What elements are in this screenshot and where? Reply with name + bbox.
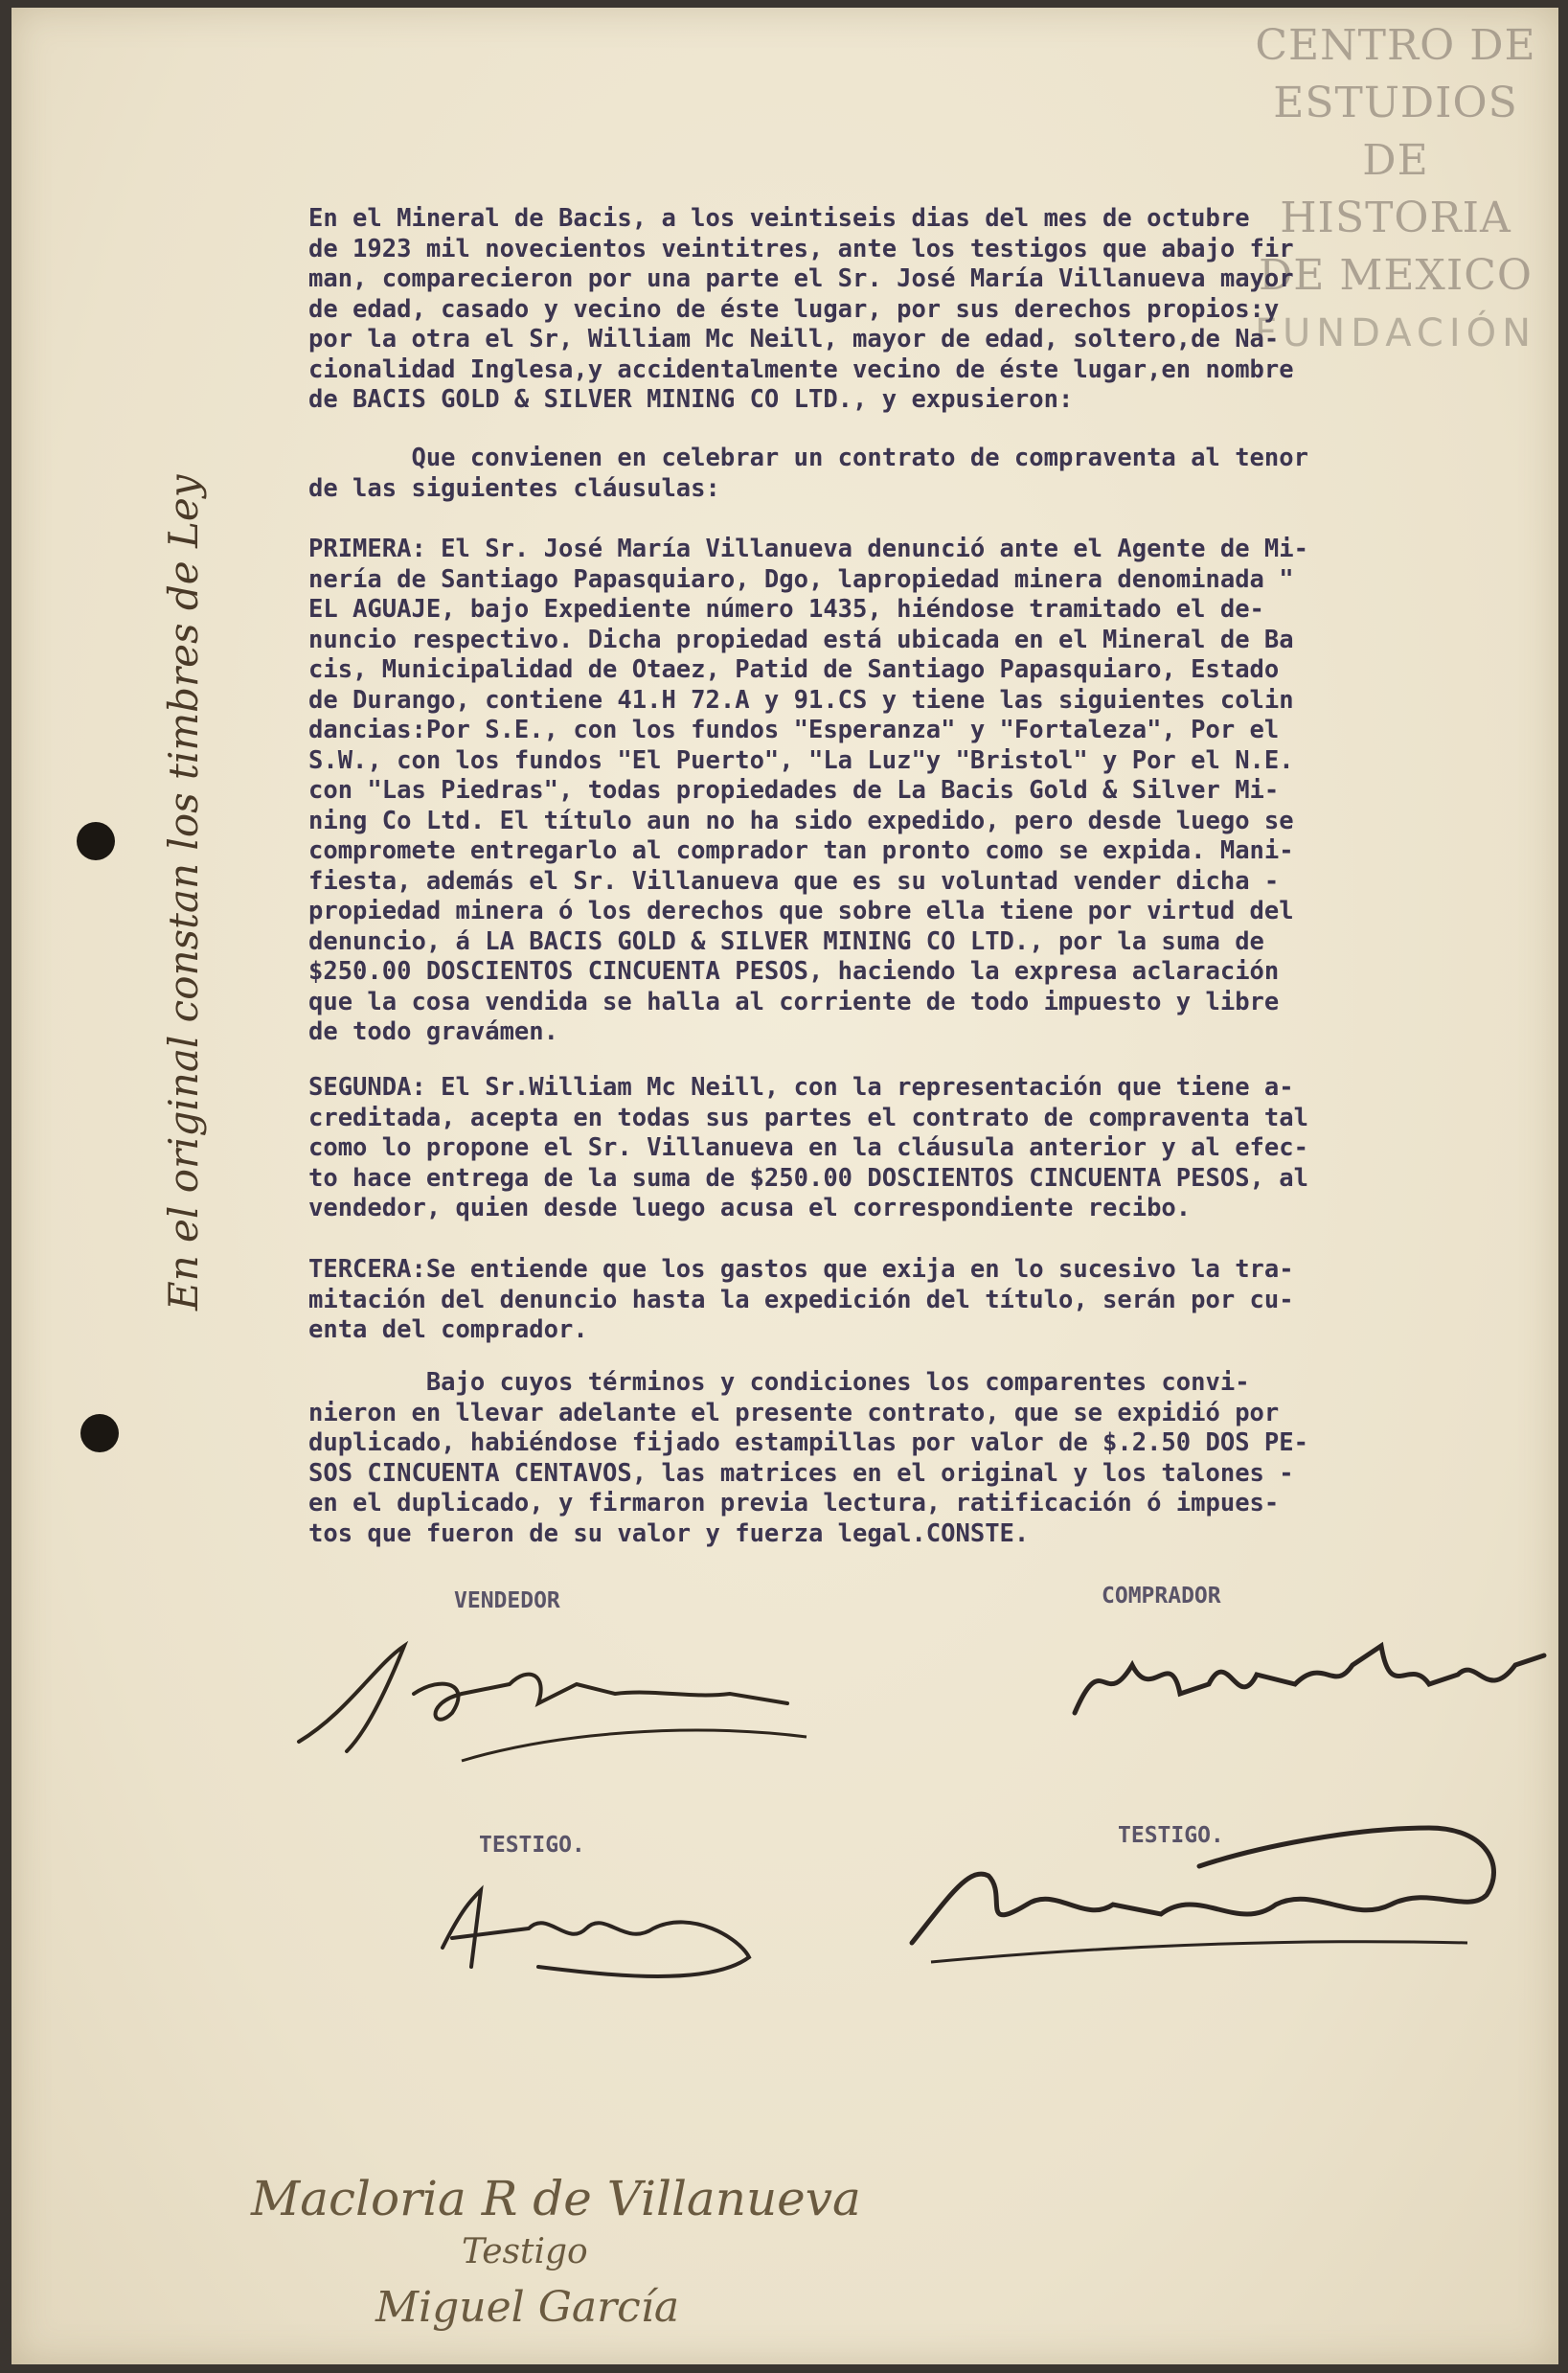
buyer-signature [1065,1627,1563,1742]
typed-line: $250.00 DOSCIENTOS CINCUENTA PESOS, haciendo la expresa aclaración [308,957,1280,986]
bottom-witness-role: Testigo [462,2232,588,2271]
typed-line: mitación del denuncio hasta la expedición del título, serán por cu- [308,1285,1294,1314]
typed-line: man, comparecieron por una parte el Sr. José María Villanueva mayor [308,264,1294,293]
typed-line: to hace entrega de la suma de $250.00 DOSCIENTOS CINCUENTA PESOS, al [308,1163,1308,1193]
typed-line: por la otra el Sr, William Mc Neill, mayor de edad, soltero,de Na- [308,325,1280,354]
punch-hole [80,1414,119,1452]
typed-line: de BACIS GOLD & SILVER MINING CO LTD., y expusieron: [308,385,1074,414]
typed-line: fiesta, además el Sr. Villanueva que es su voluntad vender dicha - [308,866,1280,896]
typed-line: como lo propone el Sr. Villanueva en la cláusula anterior y al efec- [308,1133,1308,1162]
typed-line: nería de Santiago Papasquiaro, Dgo, lapropiedad minera denominada " [308,564,1294,594]
typed-line: denuncio, á LA BACIS GOLD & SILVER MINING CO LTD., por la suma de [308,926,1264,956]
typed-line: de todo gravámen. [308,1017,558,1046]
typed-line: Bajo cuyos términos y condiciones los comparentes convi- [308,1368,1250,1397]
typed-line: compromete entregarlo al comprador tan pronto como se expida. Mani- [308,836,1294,865]
agreement-paragraph [308,444,1308,504]
watermark-line: ESTUDIOS [1273,79,1518,127]
typed-line: que la cosa vendida se halla al corriente de todo impuesto y libre [308,987,1280,1016]
vendedor-label: VENDEDOR [454,1588,560,1613]
watermark-line: FUNDACIÓN [1254,311,1537,355]
typed-line: de edad, casado y vecino de éste lugar, por sus derechos propios:y [308,294,1280,324]
typed-line: EL AGUAJE, bajo Expediente número 1435, hiéndose tramitado el de- [308,595,1264,624]
typed-line: dancias:Por S.E., con los fundos "Esperanza" y "Fortaleza", Por el [308,716,1280,744]
typed-line: S.W., con los fundos "El Puerto", "La Luz"y "Bristol" y Por el N.E. [308,745,1294,775]
bottom-second-witness: Miguel García [375,2283,680,2332]
typed-line: propiedad minera ó los derechos que sobre ella tiene por virtud del [308,897,1294,925]
bottom-witness-name: Macloria R de Villanueva [251,2171,861,2226]
typed-line: PRIMERA: El Sr. José María Villanueva denunció ante el Agente de Mi- [308,535,1308,563]
watermark-line: DE HISTORIA [1280,136,1511,242]
comprador-label: COMPRADOR [1102,1584,1221,1609]
typed-line: duplicado, habiéndose fijado estampillas por valor de $.2.50 DOS PE- [308,1428,1308,1457]
typed-line: cis, Municipalidad de Otaez, Patid de Santiago Papasquiaro, Estado [308,655,1280,684]
margin-handwritten-note: En el original constan los timbres de Ley [160,474,207,1311]
typed-line: enta del comprador. [308,1315,588,1344]
typed-line: de las siguientes cláusulas: [308,473,720,503]
typed-line: nieron en llevar adelante el presente contrato, que se expidió por [308,1398,1280,1427]
typed-line: vendedor, quien desde luego acusa el correspondiente recibo. [308,1194,1192,1222]
typed-line: SOS CINCUENTA CENTAVOS, las matrices en el original y los talones - [308,1458,1294,1488]
clause-tercera [308,1255,1294,1346]
typed-line: tos que fueron de su valor y fuerza legal.CONSTE. [308,1518,1030,1548]
document-page [11,8,1558,2364]
typed-line: de 1923 mil novecientos veintitres, ante los testigos que abajo fir [308,234,1294,263]
typed-line: en el duplicado, y firmaron previa lectura, ratificación ó impues- [308,1489,1280,1517]
typed-line: ning Co Ltd. El título aun no ha sido expedido, pero desde luego se [308,806,1294,835]
typed-line: de Durango, contiene 41.H 72.A y 91.CS y tiene las siguientes colin [308,685,1294,715]
punch-hole [77,822,115,860]
typed-line: Que convienen en celebrar un contrato de compraventa al tenor [308,444,1308,472]
typed-line: En el Mineral de Bacis, a los veintiseis dias del mes de octubre [308,204,1250,233]
seller-signature [289,1627,826,1770]
typed-line: creditada, acepta en todas sus partes el contrato de compraventa tal [308,1103,1308,1132]
watermark-line: CENTRO DE [1255,21,1536,70]
intro-paragraph [308,204,1294,416]
closing-paragraph [308,1368,1308,1549]
typed-line: TERCERA:Se entiende que los gastos que exija en lo sucesivo la tra- [308,1255,1294,1284]
typed-line: con "Las Piedras", todas propiedades de La Bacis Gold & Silver Mi- [308,776,1280,805]
testigo-left-label: TESTIGO. [479,1833,585,1858]
watermark-line: DE MEXICO [1259,251,1533,300]
witness-right-signature [893,1809,1525,1981]
clause-segunda [308,1073,1308,1224]
typed-line: nuncio respectivo. Dicha propiedad está ubicada en el Mineral de Ba [308,625,1294,654]
clause-primera [308,535,1308,1048]
typed-line: cionalidad Inglesa,y accidentalmente vecino de éste lugar,en nombre [308,354,1294,384]
testigo-right-label: TESTIGO. [1118,1823,1224,1848]
witness-left-signature [423,1871,787,1996]
typed-line: SEGUNDA: El Sr.William Mc Neill, con la representación que tiene a- [308,1073,1294,1102]
